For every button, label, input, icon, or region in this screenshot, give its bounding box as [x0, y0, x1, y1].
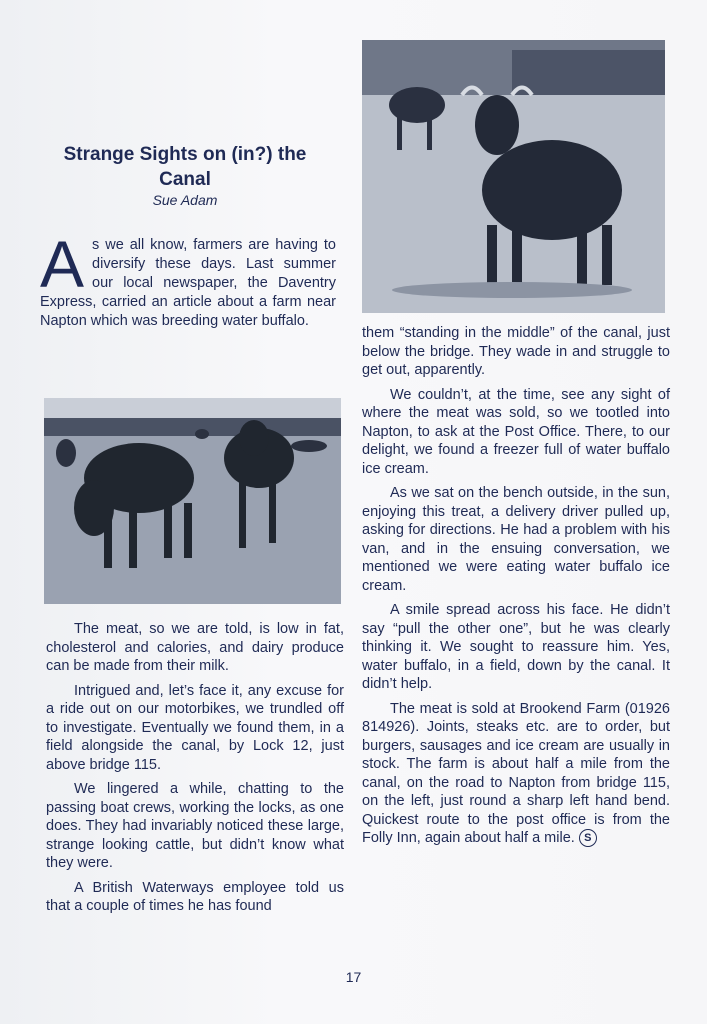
- paragraph-text: The meat is sold at Brookend Farm (01926 814926). Joints, steaks etc. are to order, but burgers, sausages and ice cream are usually in stock. The farm is about half a mile from the canal, on the road to Napton from bridge 115, on the left, just round a sharp left hand bend. Quickest route to the post office is from the Folly Inn, again about half a mile.: [362, 700, 670, 846]
- paragraph: A smile spread across his face. He didn’t say “pull the other one”, but he was clearly thinking it. We sought to reassure him. Yes, water buffalo, in a field, down by the canal. It didn’t help.: [362, 602, 670, 692]
- paragraph: We lingered a while, chatting to the passing boat crews, working the locks, as one does. They had invariably noticed these large, strange looking cattle, but didn’t know what they were.: [46, 781, 344, 871]
- left-column-text: [46, 620, 344, 922]
- article-author: Sue Adam: [152, 192, 218, 208]
- article-intro: [40, 227, 336, 331]
- article-title: Strange Sights on (in?) the Canal: [63, 144, 307, 190]
- paragraph: As we sat on the bench outside, in the sun, enjoying this treat, a delivery driver pulled up, asking for directions. He had a problem with his van, and in the ensuing conversation, we mentioned we were eating water buffalo ice cream.: [362, 485, 670, 594]
- water-buffalo-herd-photo: [44, 398, 341, 604]
- paragraph: them “standing in the middle” of the canal, just below the bridge. They wade in and struggle to get out, apparently.: [362, 325, 670, 378]
- paragraph: A British Waterways employee told us that a couple of times he has found: [46, 879, 344, 914]
- drop-cap: A: [40, 227, 85, 301]
- paragraph: The meat, so we are told, is low in fat, cholesterol and calories, and dairy produce can be made from their milk.: [46, 621, 344, 674]
- paragraph: Intrigued and, let’s face it, any excuse for a ride out on our motorbikes, we trundled off to investigate. Eventually we found them, in a field alongside the canal, by Lock 12, just above bridge 115.: [46, 682, 344, 773]
- end-of-article-mark: S: [579, 829, 597, 847]
- paragraph: We couldn’t, at the time, see any sight of where the meat was sold, so we tootled into Napton, to ask at the Post Office. There, to our delight, we found a freezer full of water buffalo ice cream.: [362, 386, 670, 477]
- intro-text: s we all know, farmers are having to diversify these days. Last summer our local newspaper, the Daventry Express, carried an article about a farm near Napton which was breeding water buffalo.: [40, 237, 336, 329]
- page-number: 17: [345, 969, 362, 985]
- paragraph: [362, 700, 670, 848]
- right-column-text: [362, 324, 670, 854]
- water-buffalo-photo-field: [362, 40, 665, 313]
- buffalo-photo-illustration: [362, 40, 665, 313]
- herd-photo-illustration: [44, 398, 341, 604]
